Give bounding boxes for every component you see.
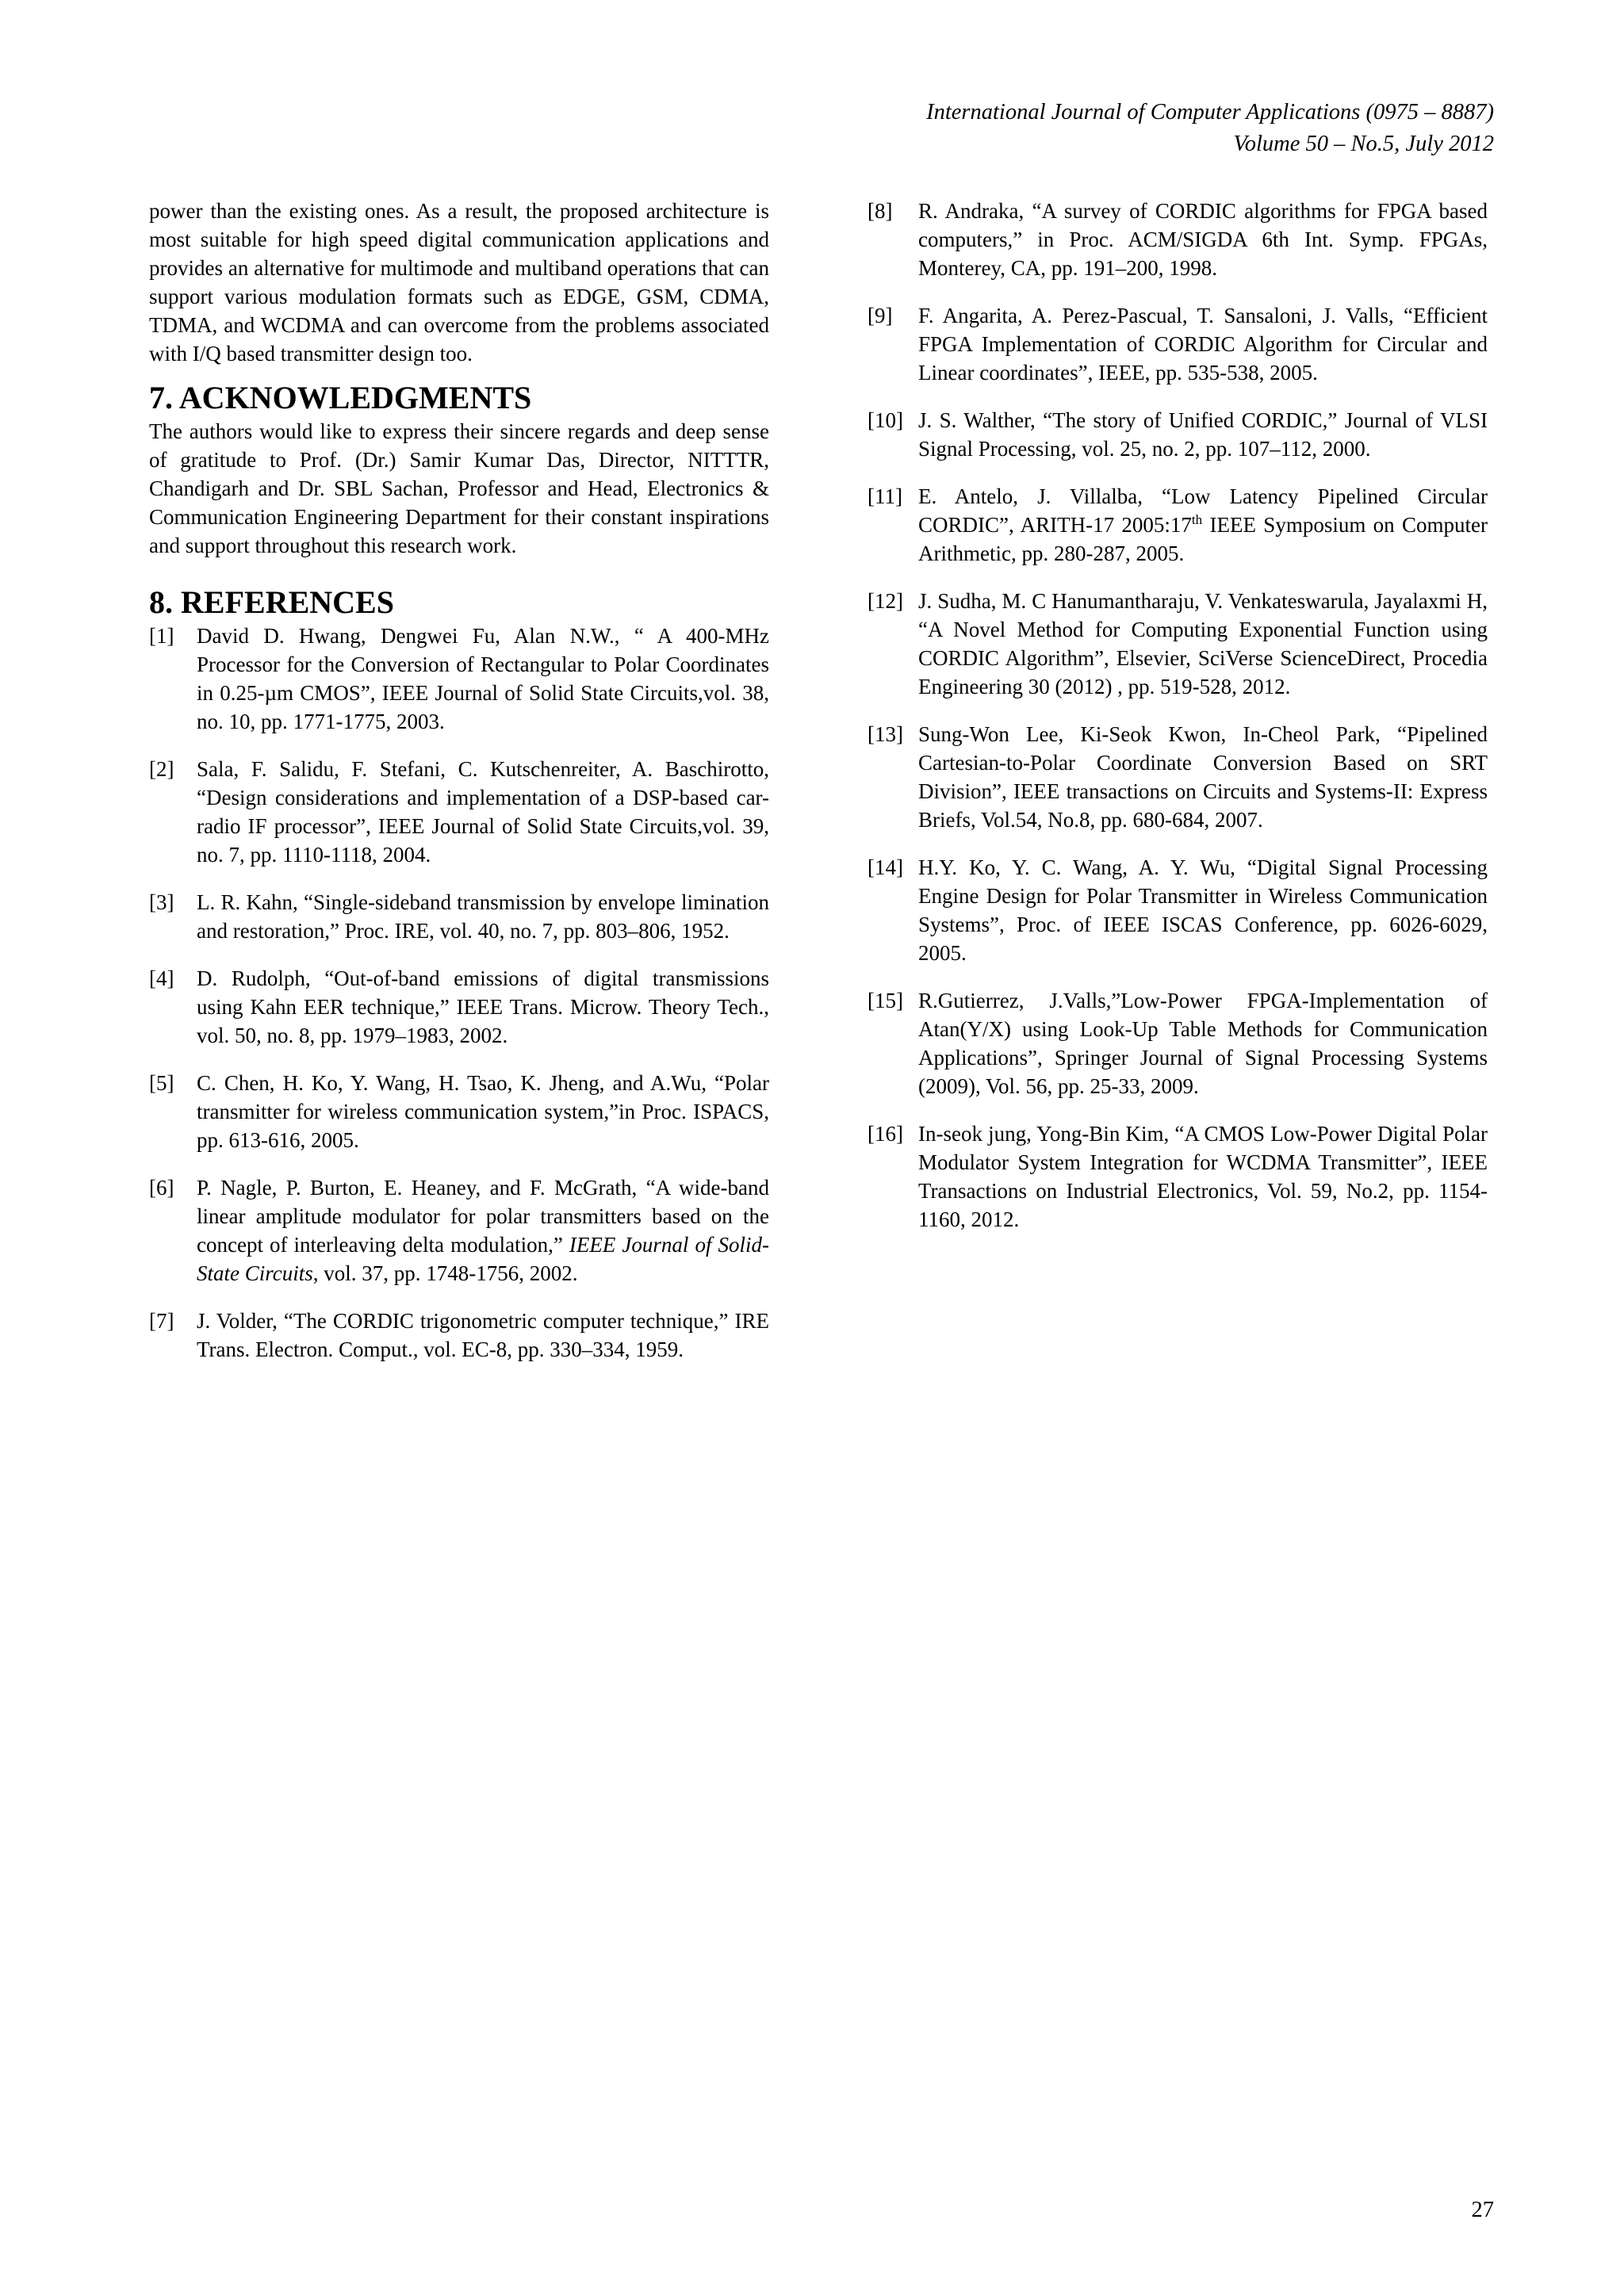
reference-text: R.Gutierrez, J.Valls,”Low-Power FPGA-Implementation of Atan(Y/X) using Look-Up Table Methods for Communication Applications”, Springer Journal of Signal Processing Systems (2009), Vol. 56, pp. 25-33, 2009. [918,989,1488,1098]
reference-number: [4] [149,966,174,990]
reference-text: D. Rudolph, “Out-of-band emissions of digital transmissions using Kahn EER technique,” IEEE Trans. Microw. Theory Tech., vol. 50, no. 8, pp. 1979–1983, 2002. [197,966,769,1047]
reference-number: [16] [868,1122,903,1146]
left-column [149,197,769,1364]
reference-number: [11] [868,484,902,508]
reference-1 [149,622,769,736]
reference-text: J. S. Walther, “The story of Unified CORDIC,” Journal of VLSI Signal Processing, vol. 25, no. 2, pp. 107–112, 2000. [918,408,1488,461]
reference-text: F. Angarita, A. Perez-Pascual, T. Sansaloni, J. Valls, “Efficient FPGA Implementation of CORDIC Algorithm for Circular and Linear coordinates”, IEEE, pp. 535-538, 2005. [918,304,1488,385]
reference-number: [6] [149,1176,174,1200]
reference-11 [868,482,1488,568]
reference-text: Sala, F. Salidu, F. Stefani, C. Kutschenreiter, A. Baschirotto, “Design considerations and implementation of a DSP-based car-radio IF processor”, IEEE Journal of Solid State Circuits,vol. 39, no. 7, pp. 1110-1118, 2004. [197,757,769,867]
reference-number: [9] [868,304,893,327]
journal-volume: Volume 50 – No.5, July 2012 [1233,132,1494,156]
reference-text: L. R. Kahn, “Single-sideband transmission by envelope limination and restoration,” Proc. IRE, vol. 40, no. 7, pp. 803–806, 1952. [197,890,769,943]
reference-text-part: IEEE Symposium on Computer Arithmetic, pp. 280-287, 2005. [918,513,1488,565]
reference-superscript: th [1191,512,1203,527]
reference-text: R. Andraka, “A survey of CORDIC algorithms for FPGA based computers,” in Proc. ACM/SIGDA 6th Int. Symp. FPGAs, Monterey, CA, pp. 191–200, 1998. [918,199,1488,280]
reference-9 [868,301,1488,387]
reference-number: [13] [868,722,903,746]
reference-16 [868,1119,1488,1234]
reference-number: [14] [868,855,903,879]
reference-number: [8] [868,199,893,223]
reference-text: In-seok jung, Yong-Bin Kim, “A CMOS Low-Power Digital Polar Modulator System Integration for WCDMA Transmitter”, IEEE Transactions on Industrial Electronics, Vol. 59, No.2, pp. 1154-1160, 2012. [918,1122,1488,1231]
reference-text: C. Chen, H. Ko, Y. Wang, H. Tsao, K. Jheng, and A.Wu, “Polar transmitter for wireless communication system,”in Proc. ISPACS, pp. 613-616, 2005. [197,1071,769,1152]
page-number: 27 [1471,2198,1494,2222]
reference-text-part: E. Antelo, J. Villalba, “Low Latency Pipelined Circular CORDIC”, ARITH-17 2005:17 [918,484,1488,537]
intro-paragraph: power than the existing ones. As a result, the proposed architecture is most suitable for high speed digital communication applications and provides an alternative for multimode and multiband operations that can support various modulation formats such as EDGE, GSM, CDMA, TDMA, and WCDMA and can overcome from the problems associated with I/Q based transmitter design too. [149,199,769,365]
reference-number: [7] [149,1309,174,1333]
reference-number: [15] [868,989,903,1012]
reference-12 [868,587,1488,701]
reference-number: [10] [868,408,903,432]
reference-7 [149,1307,769,1364]
journal-header [926,97,1494,160]
reference-10 [868,406,1488,463]
reference-text: H.Y. Ko, Y. C. Wang, A. Y. Wu, “Digital Signal Processing Engine Design for Polar Transmitter in Wireless Communication Systems”, Proc. of IEEE ISCAS Conference, pp. 6026-6029, 2005. [918,855,1488,965]
reference-3 [149,888,769,945]
journal-title: International Journal of Computer Applications (0975 – 8887) [926,100,1494,124]
right-column [868,197,1488,1234]
reference-number: [3] [149,890,174,914]
reference-number: [1] [149,624,174,648]
acknowledgments-text: The authors would like to express their sincere regards and deep sense of gratitude to Prof. (Dr.) Samir Kumar Das, Director, NITTTR, Chandigarh and Dr. SBL Sachan, Professor and Head, Electronics & Communication Engineering Department for their constant inspirations and support throughout this research work. [149,419,769,557]
reference-journal-italic: IEEE Journal of Solid-State Circuits [197,1233,769,1285]
reference-6 [149,1173,769,1288]
reference-text: Sung-Won Lee, Ki-Seok Kwon, In-Cheol Park, “Pipelined Cartesian-to-Polar Coordinate Conversion Based on SRT Division”, IEEE transactions on Circuits and Systems-II: Express Briefs, Vol.54, No.8, pp. 680-684, 2007. [918,722,1488,832]
reference-14 [868,853,1488,967]
acknowledgments-heading: 7. ACKNOWLEDGMENTS [149,380,532,415]
reference-number: [12] [868,589,903,613]
references-heading: 8. REFERENCES [149,584,394,620]
reference-text-part: P. Nagle, P. Burton, E. Heaney, and F. McGrath, “A wide-band linear amplitude modulator for polar transmitters based on the concept of interleaving delta modulation,” [197,1176,769,1257]
reference-number: [2] [149,757,174,781]
reference-number: [5] [149,1071,174,1095]
reference-15 [868,986,1488,1100]
reference-5 [149,1069,769,1154]
reference-text-part: , vol. 37, pp. 1748-1756, 2002. [312,1261,578,1285]
reference-4 [149,964,769,1050]
reference-8 [868,197,1488,282]
reference-text: J. Sudha, M. C Hanumantharaju, V. Venkateswarula, Jayalaxmi H, “A Novel Method for Computing Exponential Function using CORDIC Algorithm”, Elsevier, SciVerse ScienceDirect, Procedia Engineering 30 (2012) , pp. 519-528, 2012. [918,589,1488,698]
reference-text: J. Volder, “The CORDIC trigonometric computer technique,” IRE Trans. Electron. Comput., vol. EC-8, pp. 330–334, 1959. [197,1309,769,1361]
reference-2 [149,755,769,869]
reference-13 [868,720,1488,834]
reference-text: David D. Hwang, Dengwei Fu, Alan N.W., “ A 400-MHz Processor for the Conversion of Rectangular to Polar Coordinates in 0.25-µm CMOS”, IEEE Journal of Solid State Circuits,vol. 38, no. 10, pp. 1771-1775, 2003. [197,624,769,733]
